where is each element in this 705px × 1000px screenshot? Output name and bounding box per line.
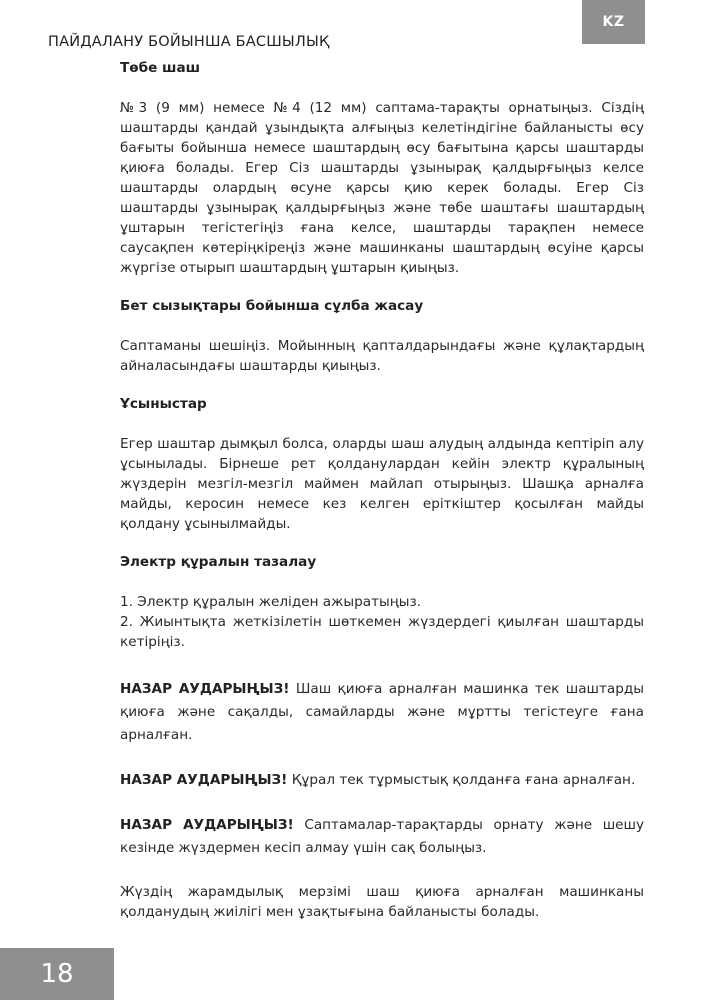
page-header-title: ПАЙДАЛАНУ БОЙЫНША БАСШЫЛЫҚ bbox=[48, 34, 330, 50]
warning-3 bbox=[120, 814, 644, 860]
language-label: KZ bbox=[602, 14, 625, 30]
warning-text: Саптамалар-тарақтарды орнату және шешу кезінде жүздермен кесіп алмау үшін сақ болыңыз. bbox=[120, 817, 644, 856]
warning-label: НАЗАР АУДАРЫҢЫЗ! bbox=[120, 817, 294, 833]
warning-2 bbox=[120, 769, 644, 792]
warning-1 bbox=[120, 678, 644, 747]
warning-text: Құрал тек тұрмыстық қолданға ғана арналған. bbox=[287, 772, 636, 788]
page-number: 18 bbox=[40, 959, 74, 989]
section-body-top: №3 (9 мм) немесе №4 (12 мм) саптама-тарақты орнатыңыз. Сіздің шаштарды қандай ұзындықта алғыңыз келетіндігіне байланысты өсу бағыты бойынша немесе шаштардың өсу бағытына қарсы шаштарды қиюға болады. Егер Сіз шаштарды ұзынырақ қалдырғыңыз келсе шаштарды олардың өсуне қарсы қию керек болады. Егер Сіз шаштарды ұзынырақ қалдырғыңыз және төбе шаштағы шаштардың ұштарын тегістегіңіз ғана келсе, шаштарды тарақпен немесе саусақпен көтеріңкіреңіз және машинканы шаштардың өсуіне қарсы жүргізе отырып шаштардың ұштарын қиыңыз. bbox=[120, 100, 644, 276]
closing-note: Жүздің жарамдылық мерзімі шаш қиюға арналған машинканы қолданудың жиілігі мен ұзақтығына байланысты болады. bbox=[120, 884, 644, 920]
section-heading-face: Бет сызықтары бойынша сұлба жасау bbox=[120, 298, 424, 314]
cleaning-step-1: 1. Электр құралын желіден ажыратыңыз. bbox=[120, 594, 421, 610]
warning-text: Шаш қиюға арналған машинка тек шаштарды қиюға және сақалды, самайларды және мұртты тегістеуге ғана арналған. bbox=[120, 681, 644, 743]
warning-label: НАЗАР АУДАРЫҢЫЗ! bbox=[120, 681, 290, 697]
warning-label: НАЗАР АУДАРЫҢЫЗ! bbox=[120, 772, 288, 788]
language-tab bbox=[582, 0, 645, 44]
page-number-box bbox=[0, 948, 114, 1000]
section-body-tips: Егер шаштар дымқыл болса, оларды шаш алудың алдында кептіріп алу ұсынылады. Бірнеше рет қолданулардан кейін электр құралының жүздерін мезгіл-мезгіл маймен майлап отырыңыз. Шашқа арналға майды, керосин немесе кез келген еріткіштер қосылған майды қолдану ұсынылмайды. bbox=[120, 436, 644, 532]
section-heading-cleaning: Электр құралын тазалау bbox=[120, 554, 317, 570]
section-body-face: Саптаманы шешіңіз. Мойынның қапталдарындағы және құлақтардың айналасындағы шаштарды қиыңыз. bbox=[120, 338, 644, 374]
section-heading-tips: Ұсыныстар bbox=[120, 396, 207, 412]
manual-content bbox=[120, 58, 644, 922]
section-heading-top: Төбе шаш bbox=[120, 60, 201, 76]
cleaning-step-2: 2. Жиынтықта жеткізілетін шөткемен жүздердегі қиылған шаштарды кетіріңіз. bbox=[120, 614, 644, 650]
